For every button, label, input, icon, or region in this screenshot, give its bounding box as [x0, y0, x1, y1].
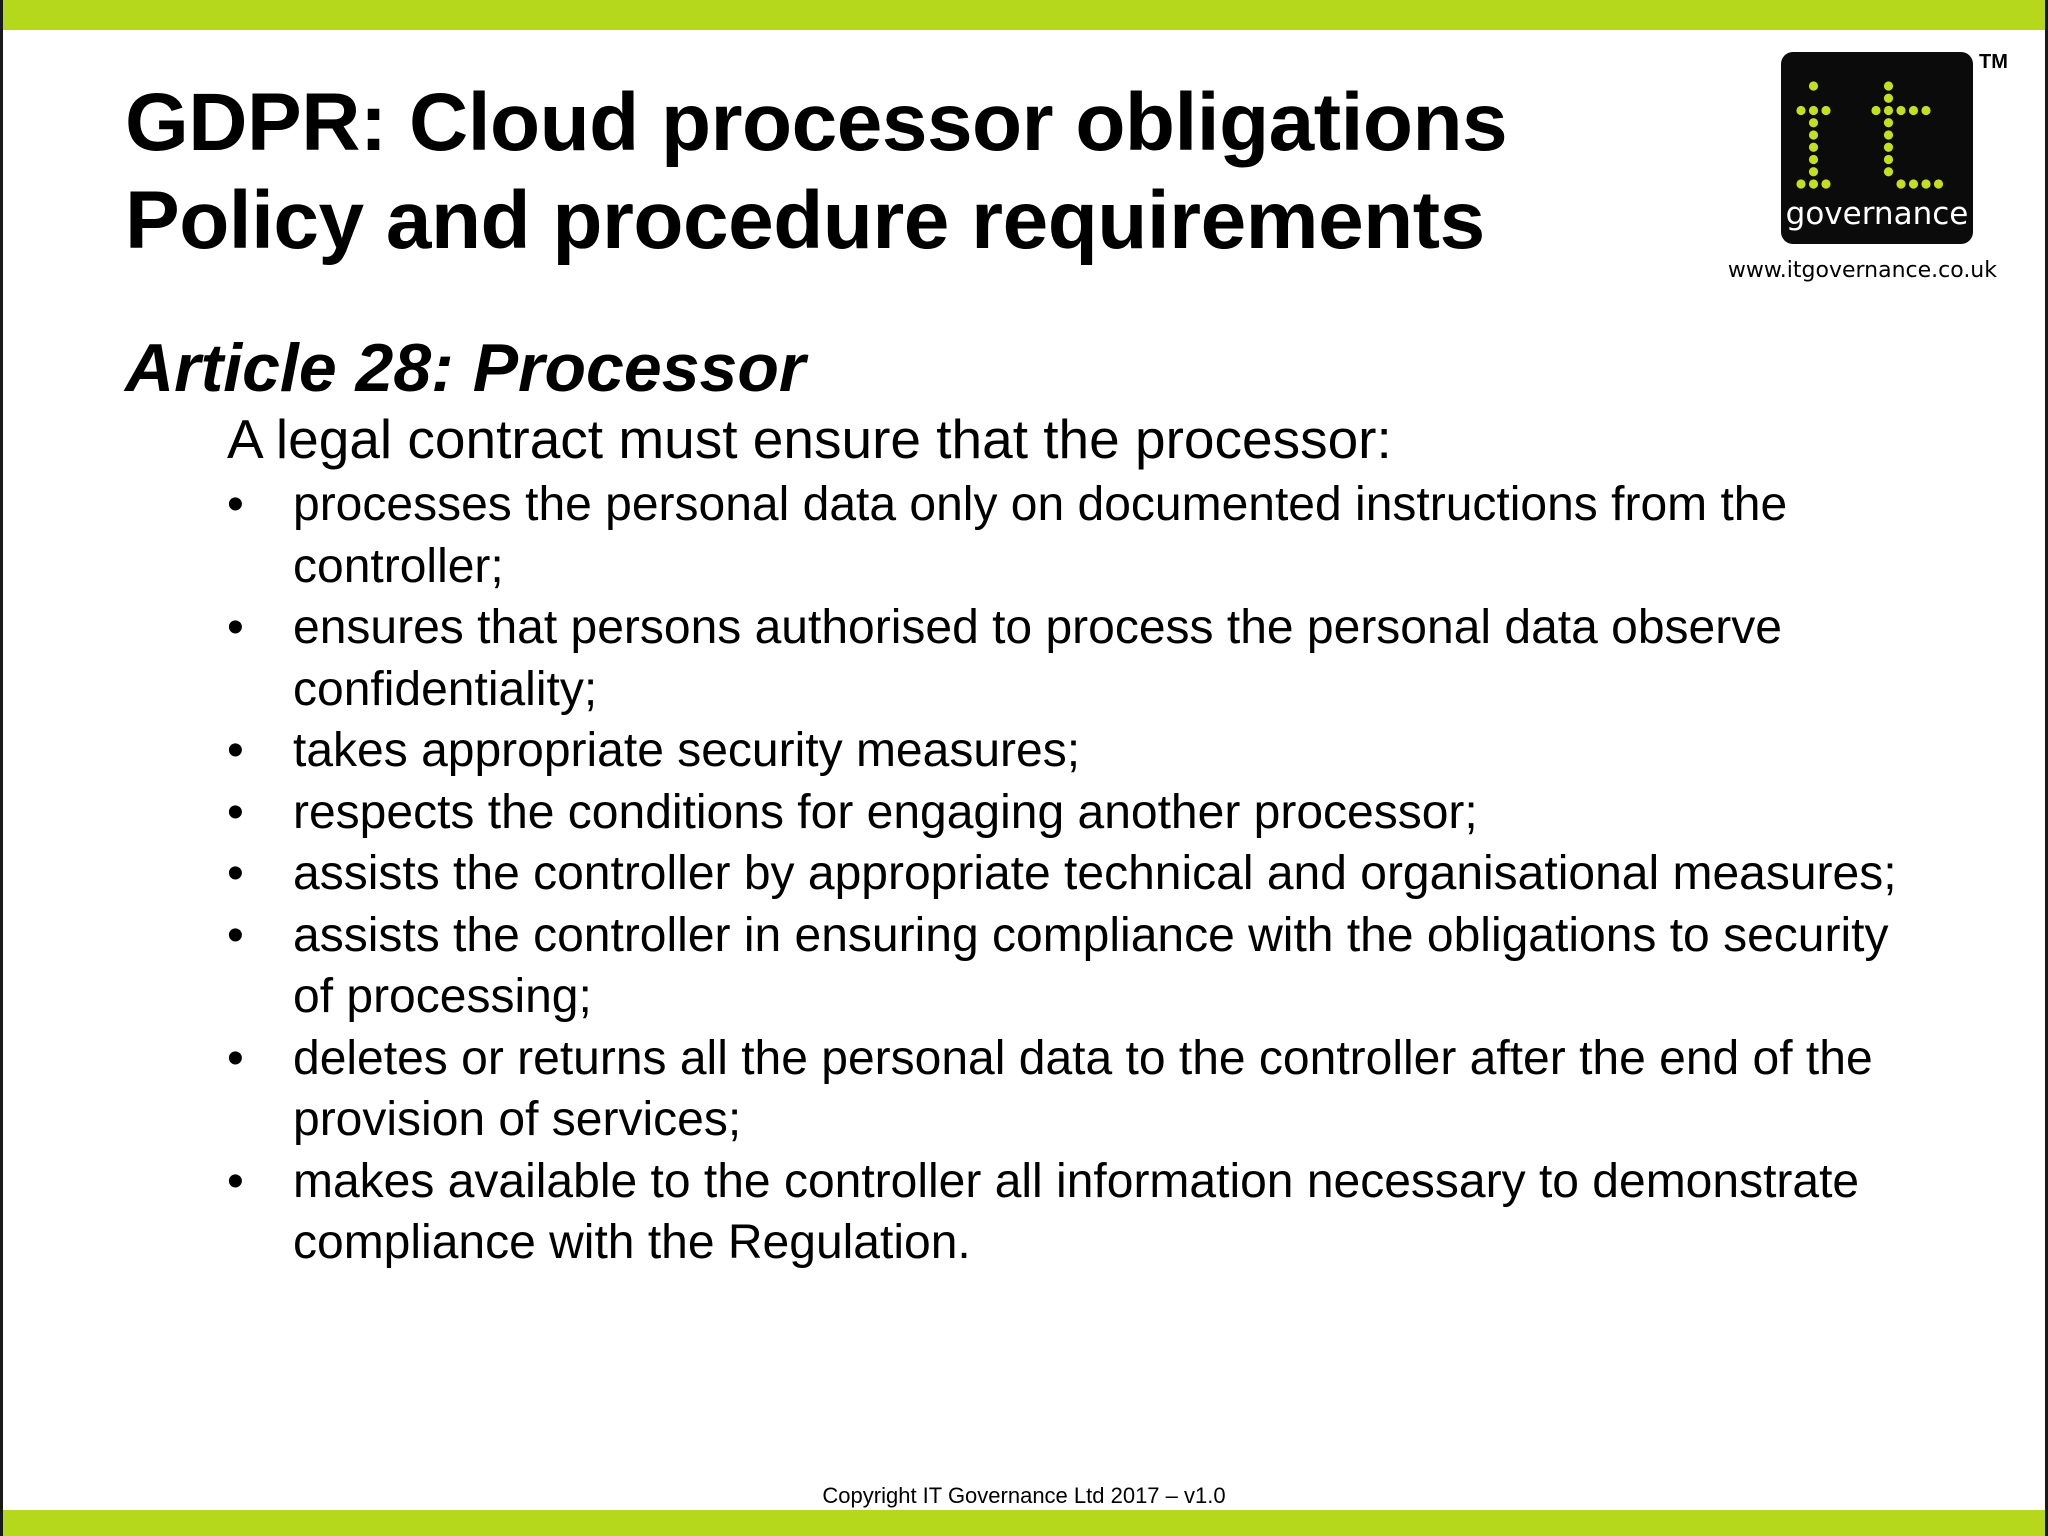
list-item: [227, 782, 1907, 844]
logo-dot: [1921, 106, 1930, 115]
logo-dot: [1884, 94, 1893, 103]
list-item-text: deletes or returns all the personal data to the controller after the end of the provision of services;: [293, 1031, 1873, 1146]
list-item-text: ensures that persons authorised to process the personal data observe confidentiality;: [293, 601, 1782, 716]
list-item: [227, 1028, 1907, 1151]
intro-text: A legal contract must ensure that the processor:: [227, 408, 1392, 470]
logo-dot: [1884, 167, 1893, 176]
slide-title-line-2: Policy and procedure requirements: [125, 175, 1485, 266]
list-item: [227, 597, 1907, 720]
logo-dot: [1809, 143, 1818, 152]
logo-dot: [1821, 179, 1830, 188]
slide-title: [125, 74, 1507, 270]
logo-dot: [1909, 106, 1918, 115]
logo-dot: [1809, 167, 1818, 176]
bullet-icon: •: [227, 908, 244, 962]
website-url: www.itgovernance.co.uk: [1727, 258, 1997, 283]
top-accent-bar: [3, 0, 2045, 30]
logo-dot: [1796, 179, 1805, 188]
copyright-footer: Copyright IT Governance Ltd 2017 – v1.0: [822, 1483, 1226, 1508]
bullet-icon: •: [227, 724, 244, 777]
list-item-text: makes available to the controller all information necessary to demonstrate compliance with the Regulation.: [293, 1154, 1860, 1269]
it-governance-logo: [1781, 52, 2007, 292]
logo-wordmark: governance: [1785, 196, 1969, 232]
list-item: [227, 843, 1907, 905]
logo-dot: [1809, 179, 1818, 188]
logo-dot: [1909, 179, 1918, 188]
logo-dot: [1884, 143, 1893, 152]
logo-dot: [1934, 179, 1943, 188]
logo-dot: [1809, 155, 1818, 164]
article-heading: Article 28: Processor: [125, 330, 806, 406]
list-item: [227, 1151, 1907, 1274]
logo-dot: [1884, 118, 1893, 127]
bullet-icon: •: [227, 1031, 244, 1085]
bullet-icon: •: [227, 847, 244, 900]
list-item-text: takes appropriate security measures;: [293, 724, 1081, 777]
logo-dot: [1884, 106, 1893, 115]
slide-title-line-1: GDPR: Cloud processor obligations: [125, 77, 1508, 168]
obligations-list: [227, 474, 1907, 1274]
list-item-text: respects the conditions for engaging another processor;: [293, 785, 1478, 839]
bullet-icon: •: [227, 785, 244, 839]
logo-dot: [1809, 106, 1818, 115]
logo-dot: [1809, 130, 1818, 139]
bullet-icon: •: [227, 601, 244, 654]
list-item-text: processes the personal data only on documented instructions from the controller;: [293, 478, 1788, 593]
bullet-icon: •: [227, 478, 244, 531]
logo-dot: [1921, 179, 1930, 188]
bullet-icon: •: [227, 1154, 244, 1208]
logo-dot: [1809, 118, 1818, 127]
logo-dot: [1871, 106, 1880, 115]
logo-dot: [1896, 106, 1905, 115]
logo-dot: [1884, 130, 1893, 139]
logo-box: [1781, 52, 1973, 244]
list-item-text: assists the controller by appropriate technical and organisational measures;: [293, 847, 1897, 900]
it-dot-matrix-logo-mark: [1781, 52, 1973, 202]
list-item-text: assists the controller in ensuring compliance with the obligations to security of processing;: [293, 908, 1889, 1023]
bottom-accent-bar: [3, 1510, 2045, 1536]
logo-dot: [1896, 179, 1905, 188]
logo-dot: [1884, 81, 1893, 90]
list-item: [227, 720, 1907, 782]
list-item: [227, 474, 1907, 597]
logo-dot: [1884, 155, 1893, 164]
logo-dot: [1821, 106, 1830, 115]
logo-dot: [1796, 106, 1805, 115]
trademark-symbol: TM: [1979, 51, 2008, 73]
logo-dot: [1809, 81, 1818, 90]
list-item: [227, 905, 1907, 1028]
